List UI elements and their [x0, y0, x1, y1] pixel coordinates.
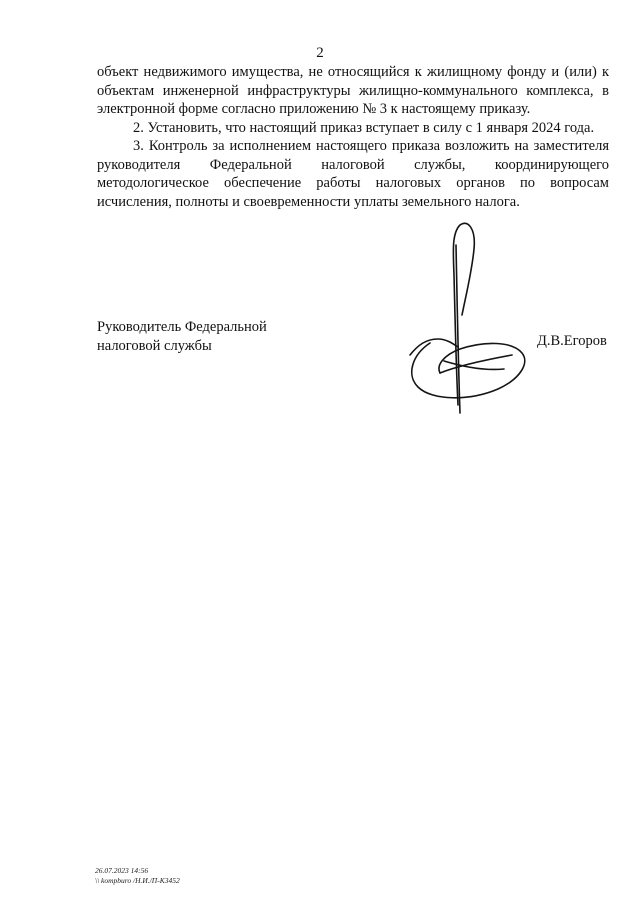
footer-timestamp: 26.07.2023 14:56	[95, 866, 149, 875]
footer-file-ref: \\ kompburo /Н.И./П-К3452	[95, 875, 180, 885]
signer-title-line-1: Руководитель Федеральной	[97, 319, 267, 335]
paragraph-continuation: объект недвижимого имущества, не относящийся к жилищному фонду и (или) к объектам инженерной инфраструктуры жилищно-коммунального комплекса, в электронной форме согласно приложению № 3 к настоящему приказу.	[97, 64, 609, 117]
paragraph-2: 2. Установить, что настоящий приказ вступает в силу с 1 января 2024 года.	[133, 119, 595, 136]
signer-title	[97, 318, 267, 355]
handwritten-signature	[400, 215, 540, 425]
signer-title-line-2: налоговой службы	[97, 337, 212, 354]
paragraph-3: 3. Контроль за исполнением настоящего приказа возложить на заместителя руководителя Федеральной налоговой службы, координирующего методологическое обеспечение работы налоговых органов по вопросам исчисления, полноты и своевременности уплаты земельного налога.	[97, 138, 609, 210]
footer	[95, 866, 180, 885]
document-body	[97, 63, 609, 211]
page-number: 2	[316, 45, 324, 61]
signer-name: Д.В.Егоров	[537, 333, 607, 349]
